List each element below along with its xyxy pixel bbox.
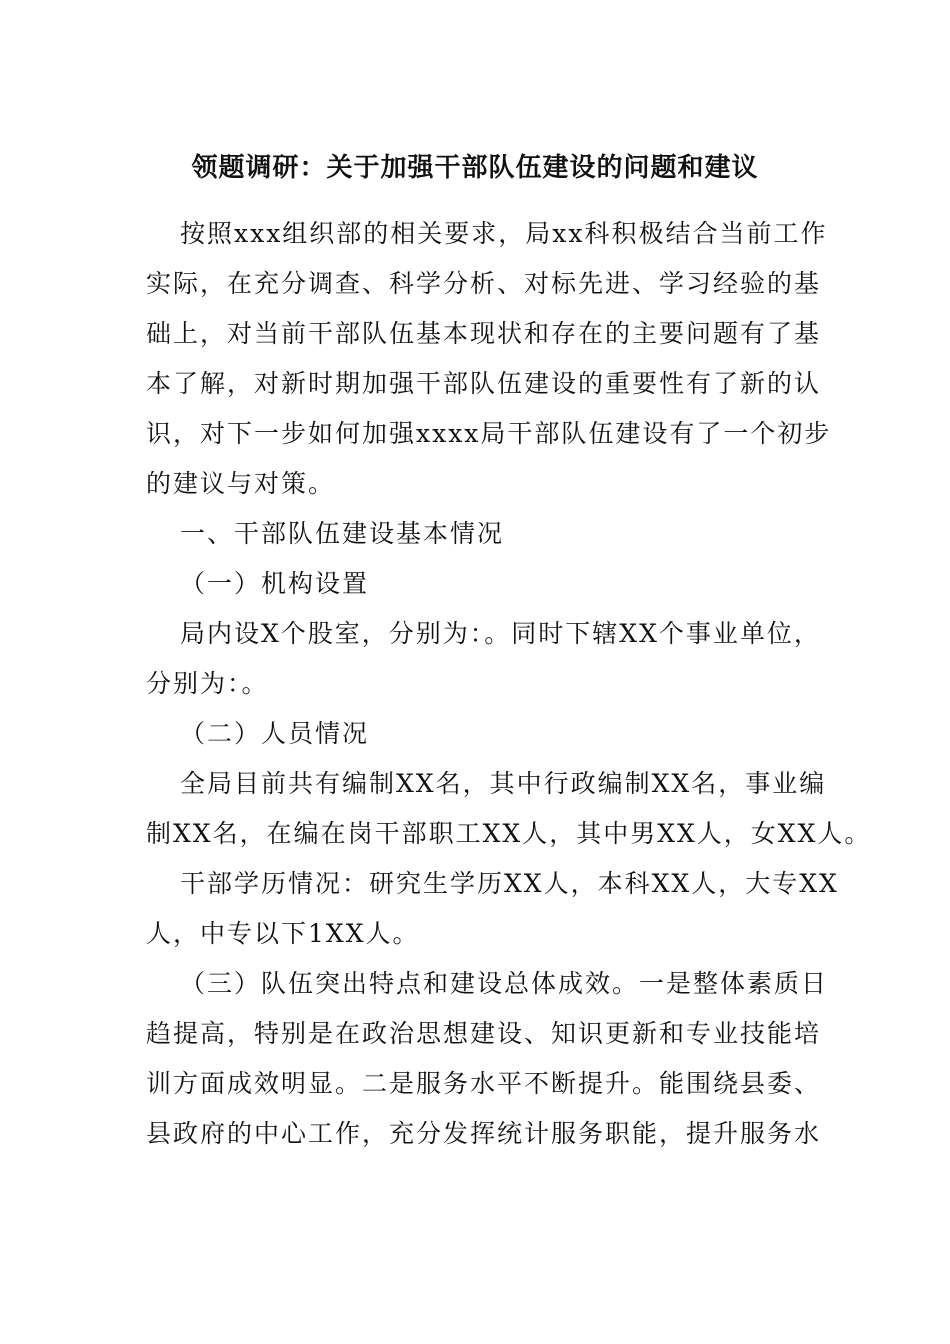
paragraph-line: 础上，对当前干部队伍基本现状和存在的主要问题有了基	[146, 319, 822, 348]
paragraph-line: 全局目前共有编制XX名，其中行政编制XX名，事业编	[180, 769, 827, 798]
subsection-heading: （二）人员情况	[180, 719, 370, 748]
paragraph-line: 按照xxx组织部的相关要求，局xx科积极结合当前工作	[180, 219, 828, 248]
paragraph-line: 制XX名，在编在岗干部职工XX人，其中男XX人，女XX人。	[146, 819, 872, 848]
subsection-heading: （一）机构设置	[180, 569, 370, 598]
paragraph-line: 训方面成效明显。二是服务水平不断提升。能围绕县委、	[146, 1069, 822, 1098]
paragraph-line: 识，对下一步如何加强xxxx局干部队伍建设有了一个初步	[146, 419, 832, 448]
paragraph-line: 人，中专以下1XX人。	[146, 919, 420, 948]
paragraph-line: 的建议与对策。	[146, 469, 336, 498]
paragraph-line: 局内设X个股室，分别为：。同时下辖XX个事业单位，	[180, 619, 821, 648]
paragraph-line: 干部学历情况：研究生学历XX人，本科XX人，大专XX	[180, 869, 839, 898]
paragraph-line: （三）队伍突出特点和建设总体成效。一是整体素质日	[180, 969, 829, 998]
section-heading: 一、干部队伍建设基本情况	[180, 519, 505, 548]
paragraph-line: 分别为：。	[146, 669, 269, 698]
document-title: 领题调研：关于加强干部队伍建设的问题和建议	[191, 153, 759, 183]
paragraph-line: 县政府的中心工作，充分发挥统计服务职能，提升服务水	[146, 1119, 822, 1148]
paragraph-line: 实际，在充分调查、科学分析、对标先进、学习经验的基	[146, 269, 822, 298]
paragraph-line: 趋提高，特别是在政治思想建设、知识更新和专业技能培	[146, 1019, 822, 1048]
paragraph-line: 本了解，对新时期加强干部队伍建设的重要性有了新的认	[146, 369, 822, 398]
